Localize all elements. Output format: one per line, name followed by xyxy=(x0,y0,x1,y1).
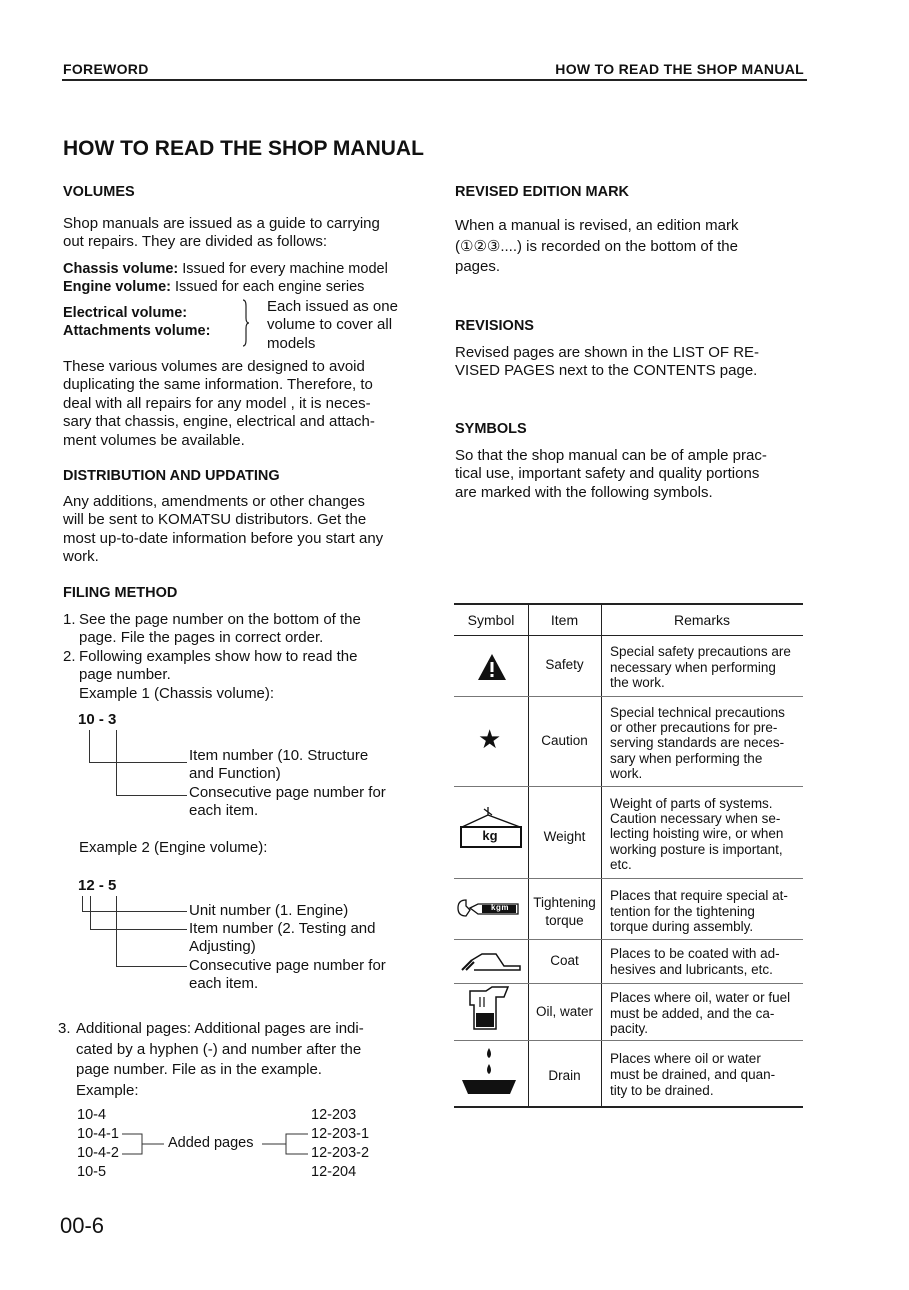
page-title: HOW TO READ THE SHOP MANUAL xyxy=(63,137,424,160)
added-pages-left-bracket xyxy=(120,1126,165,1160)
example-1-page-line: each item. xyxy=(189,802,259,820)
volumes-intro xyxy=(63,215,423,252)
remarks-line: hesives and lubricants, etc. xyxy=(610,961,773,977)
page-entry: 12-203 xyxy=(311,1107,357,1123)
remarks-line: Weight of parts of systems. xyxy=(610,796,773,811)
header-page-title: HOW TO READ THE SHOP MANUAL xyxy=(555,61,804,77)
electrical-volume-label: Electrical volume: xyxy=(63,305,188,321)
example-2-item-desc xyxy=(189,920,429,957)
remarks-line: must be drained, and quan- xyxy=(610,1067,776,1082)
page-entry: 12-203-2 xyxy=(311,1145,370,1161)
revisions-heading: REVISIONS xyxy=(455,318,534,334)
example-1-label: Example 1 (Chassis volume): xyxy=(79,684,275,702)
distribution-body-line: most up-to-date information before you start any xyxy=(63,529,384,547)
symbols-body xyxy=(455,447,805,502)
remarks-line: lecting hoisting wire, or when xyxy=(610,826,784,842)
distribution-body-line: will be sent to KOMATSU distributors. Get the xyxy=(63,511,367,529)
revisions-body xyxy=(455,344,805,381)
volumes-body-line: These various volumes are designed to avoid xyxy=(63,358,365,375)
revised-edition-heading: REVISED EDITION MARK xyxy=(455,184,630,200)
added-pages-left-list xyxy=(77,1106,119,1182)
table-header-symbol: Symbol xyxy=(467,612,515,628)
filing-item-number: 2. xyxy=(63,648,76,665)
example-2-item-line: Item number (2. Testing and xyxy=(189,920,376,937)
example-1-item-line: Item number (10. Structure xyxy=(189,747,369,764)
table-item-oil-water: Oil, water xyxy=(535,1004,593,1019)
volumes-intro-line: Shop manuals are issued as a guide to carrying xyxy=(63,215,380,232)
volumes-body xyxy=(63,358,433,450)
symbols-body-line: tical use, important safety and quality portions xyxy=(455,465,760,483)
header-section-label: FOREWORD xyxy=(63,61,149,77)
table-row-rule xyxy=(454,786,803,787)
remarks-line: Special technical precautions xyxy=(610,705,785,720)
page-entry: 12-204 xyxy=(311,1164,357,1180)
remarks-line: torque during assembly. xyxy=(610,919,754,934)
volumes-body-line: deal with all repairs for any model , it is neces- xyxy=(63,394,371,412)
remarks-line: or other precautions for pre- xyxy=(610,720,778,736)
table-header-rule xyxy=(454,635,803,636)
tree-line xyxy=(116,795,187,796)
table-item-drain: Drain xyxy=(548,1068,581,1083)
item-line: torque xyxy=(545,913,584,928)
coat-brush-icon xyxy=(460,950,522,974)
remarks-line: tention for the tightening xyxy=(610,903,755,919)
added-pages-right-list xyxy=(311,1106,369,1182)
table-col-divider xyxy=(601,603,602,1107)
remarks-line: serving standards are neces- xyxy=(610,735,785,751)
table-row-rule xyxy=(454,1040,803,1041)
filing-item-line: page number. File as in the example. xyxy=(76,1061,322,1078)
table-remarks-coat xyxy=(610,946,804,977)
example-1-code: 10 - 3 xyxy=(78,711,117,728)
table-item-coat: Coat xyxy=(550,953,579,968)
engine-volume-text: Issued for each engine series xyxy=(170,279,365,295)
example-2-page-desc xyxy=(189,957,429,994)
volumes-shared-line: volume to cover all xyxy=(267,316,393,334)
example-2-item-line: Adjusting) xyxy=(189,938,256,956)
page-entry: 12-203-1 xyxy=(311,1126,370,1142)
distribution-heading: DISTRIBUTION AND UPDATING xyxy=(63,468,280,484)
table-item-torque xyxy=(528,894,601,930)
example-2-page-line: each item. xyxy=(189,975,259,993)
revised-edition-line: pages. xyxy=(455,258,501,275)
table-item-safety: Safety xyxy=(545,657,584,672)
table-header-item: Item xyxy=(550,612,579,628)
tree-line xyxy=(116,730,117,795)
filing-item-line: Example: xyxy=(76,1081,139,1099)
filing-item-line: See the page number on the bottom of the xyxy=(79,611,361,628)
remarks-line: Places where oil, water or fuel xyxy=(610,990,791,1005)
example-2-unit-desc: Unit number (1. Engine) xyxy=(189,902,349,919)
remarks-line: Places where oil or water xyxy=(610,1051,761,1066)
remarks-line: the work. xyxy=(610,675,665,690)
page-entry: 10-4 xyxy=(77,1107,107,1123)
drain-icon xyxy=(460,1046,518,1102)
distribution-body-line: work. xyxy=(63,548,99,566)
example-1-item-line: and Function) xyxy=(189,765,281,783)
filing-item-line: Following examples show how to read the xyxy=(79,648,358,665)
chassis-volume-text: Issued for every machine model xyxy=(178,261,388,277)
oil-can-icon xyxy=(466,985,512,1033)
filing-item-line: page number. xyxy=(79,666,171,684)
volumes-intro-line: out repairs. They are divided as follows: xyxy=(63,233,328,251)
volumes-body-line: ment volumes be available. xyxy=(63,431,245,449)
table-remarks-torque xyxy=(610,888,804,935)
remarks-line: Special safety precautions are xyxy=(610,644,791,659)
distribution-body xyxy=(63,493,433,567)
remarks-line: tity to be drained. xyxy=(610,1083,714,1098)
table-item-caution: Caution xyxy=(541,733,588,748)
tree-line xyxy=(89,762,187,763)
distribution-body-line: Any additions, amendments or other changes xyxy=(63,493,365,510)
table-item-weight: Weight xyxy=(543,829,586,844)
symbols-body-line: So that the shop manual can be of ample prac- xyxy=(455,447,767,464)
item-line: Tightening xyxy=(533,895,596,910)
tree-line xyxy=(116,896,117,966)
page-entry: 10-4-2 xyxy=(77,1145,119,1161)
attachments-volume-label: Attachments volume: xyxy=(63,323,211,339)
table-remarks-oil-water xyxy=(610,990,804,1037)
revised-edition-line: When a manual is revised, an edition mark xyxy=(455,217,739,234)
page-number: 00-6 xyxy=(60,1213,105,1238)
tree-line xyxy=(82,911,187,912)
example-2-label: Example 2 (Engine volume): xyxy=(79,839,268,856)
revisions-line: Revised pages are shown in the LIST OF RE- xyxy=(455,344,760,361)
header-rule xyxy=(62,79,807,81)
remarks-line: necessary when performing xyxy=(610,659,776,675)
tree-line xyxy=(89,730,90,762)
remarks-line: Places to be coated with ad- xyxy=(610,946,780,961)
table-row-rule xyxy=(454,696,803,697)
volume-chassis-line xyxy=(63,260,433,278)
filing-item-line: page. File the pages in correct order. xyxy=(79,629,324,647)
filing-item-1 xyxy=(63,611,423,648)
example-1-item-desc xyxy=(189,747,429,784)
remarks-line: must be added, and the ca- xyxy=(610,1005,775,1021)
filing-heading: FILING METHOD xyxy=(63,585,178,601)
table-remarks-weight xyxy=(610,796,804,872)
revised-edition-line: (①②③....) is recorded on the bottom of the xyxy=(455,237,738,255)
volumes-body-line: sary that chassis, engine, electrical and attach- xyxy=(63,413,375,431)
table-row-rule xyxy=(454,939,803,940)
revisions-line: VISED PAGES next to the CONTENTS page. xyxy=(455,362,758,380)
remarks-line: work. xyxy=(610,765,643,781)
table-col-divider xyxy=(528,603,529,1107)
example-1-page-line: Consecutive page number for xyxy=(189,784,386,801)
tree-line xyxy=(90,929,187,930)
revised-edition-body xyxy=(455,216,805,278)
table-row-rule xyxy=(454,983,803,984)
example-2-code: 12 - 5 xyxy=(78,877,117,894)
filing-item-number: 1. xyxy=(63,611,76,628)
table-remarks-caution xyxy=(610,705,804,781)
remarks-line: Places that require special at- xyxy=(610,888,788,903)
table-header-remarks: Remarks xyxy=(673,612,730,628)
symbols-heading: SYMBOLS xyxy=(455,421,527,437)
weight-kg-label: kg xyxy=(482,828,498,843)
remarks-line: etc. xyxy=(610,856,632,872)
star-icon: ★ xyxy=(478,724,502,754)
volume-engine-line xyxy=(63,278,433,296)
table-top-rule xyxy=(454,603,803,605)
remarks-line: sary when performing the xyxy=(610,750,763,766)
volumes-shared-line: models xyxy=(267,334,316,352)
volumes-heading: VOLUMES xyxy=(63,184,135,200)
filing-item-line: Additional pages: Additional pages are indi- xyxy=(76,1020,364,1037)
tree-line xyxy=(116,966,187,967)
volumes-body-line: duplicating the same information. Therefore, to xyxy=(63,376,373,394)
tree-line xyxy=(82,896,83,911)
filing-item-number: 3. xyxy=(58,1020,71,1037)
torque-kgm-label: kgm xyxy=(491,903,509,912)
remarks-line: Caution necessary when se- xyxy=(610,811,781,827)
added-pages-right-bracket xyxy=(262,1126,310,1160)
example-2-page-line: Consecutive page number for xyxy=(189,957,386,974)
example-1-page-desc xyxy=(189,784,429,821)
tree-line xyxy=(90,896,91,929)
page-entry: 10-4-1 xyxy=(77,1126,119,1142)
added-pages-label: Added pages xyxy=(168,1135,254,1151)
chassis-volume-label: Chassis volume: xyxy=(63,261,179,277)
filing-item-line: cated by a hyphen (-) and number after the xyxy=(76,1040,362,1058)
remarks-line: working posture is important, xyxy=(610,841,783,857)
safety-warning-icon xyxy=(476,652,508,682)
engine-volume-label: Engine volume: xyxy=(63,279,171,295)
table-row-rule xyxy=(454,878,803,879)
volume-brace-icon xyxy=(240,298,252,348)
volumes-shared-line: Each issued as one xyxy=(267,298,398,315)
table-bottom-rule xyxy=(454,1106,803,1108)
filing-item-2 xyxy=(63,648,423,703)
remarks-line: pacity. xyxy=(610,1021,649,1036)
table-remarks-safety xyxy=(610,644,804,691)
page-entry: 10-5 xyxy=(77,1164,107,1180)
table-remarks-drain xyxy=(610,1051,804,1099)
filing-item-3 xyxy=(58,1019,428,1101)
volumes-shared-text xyxy=(267,298,427,353)
symbols-body-line: are marked with the following symbols. xyxy=(455,483,713,501)
